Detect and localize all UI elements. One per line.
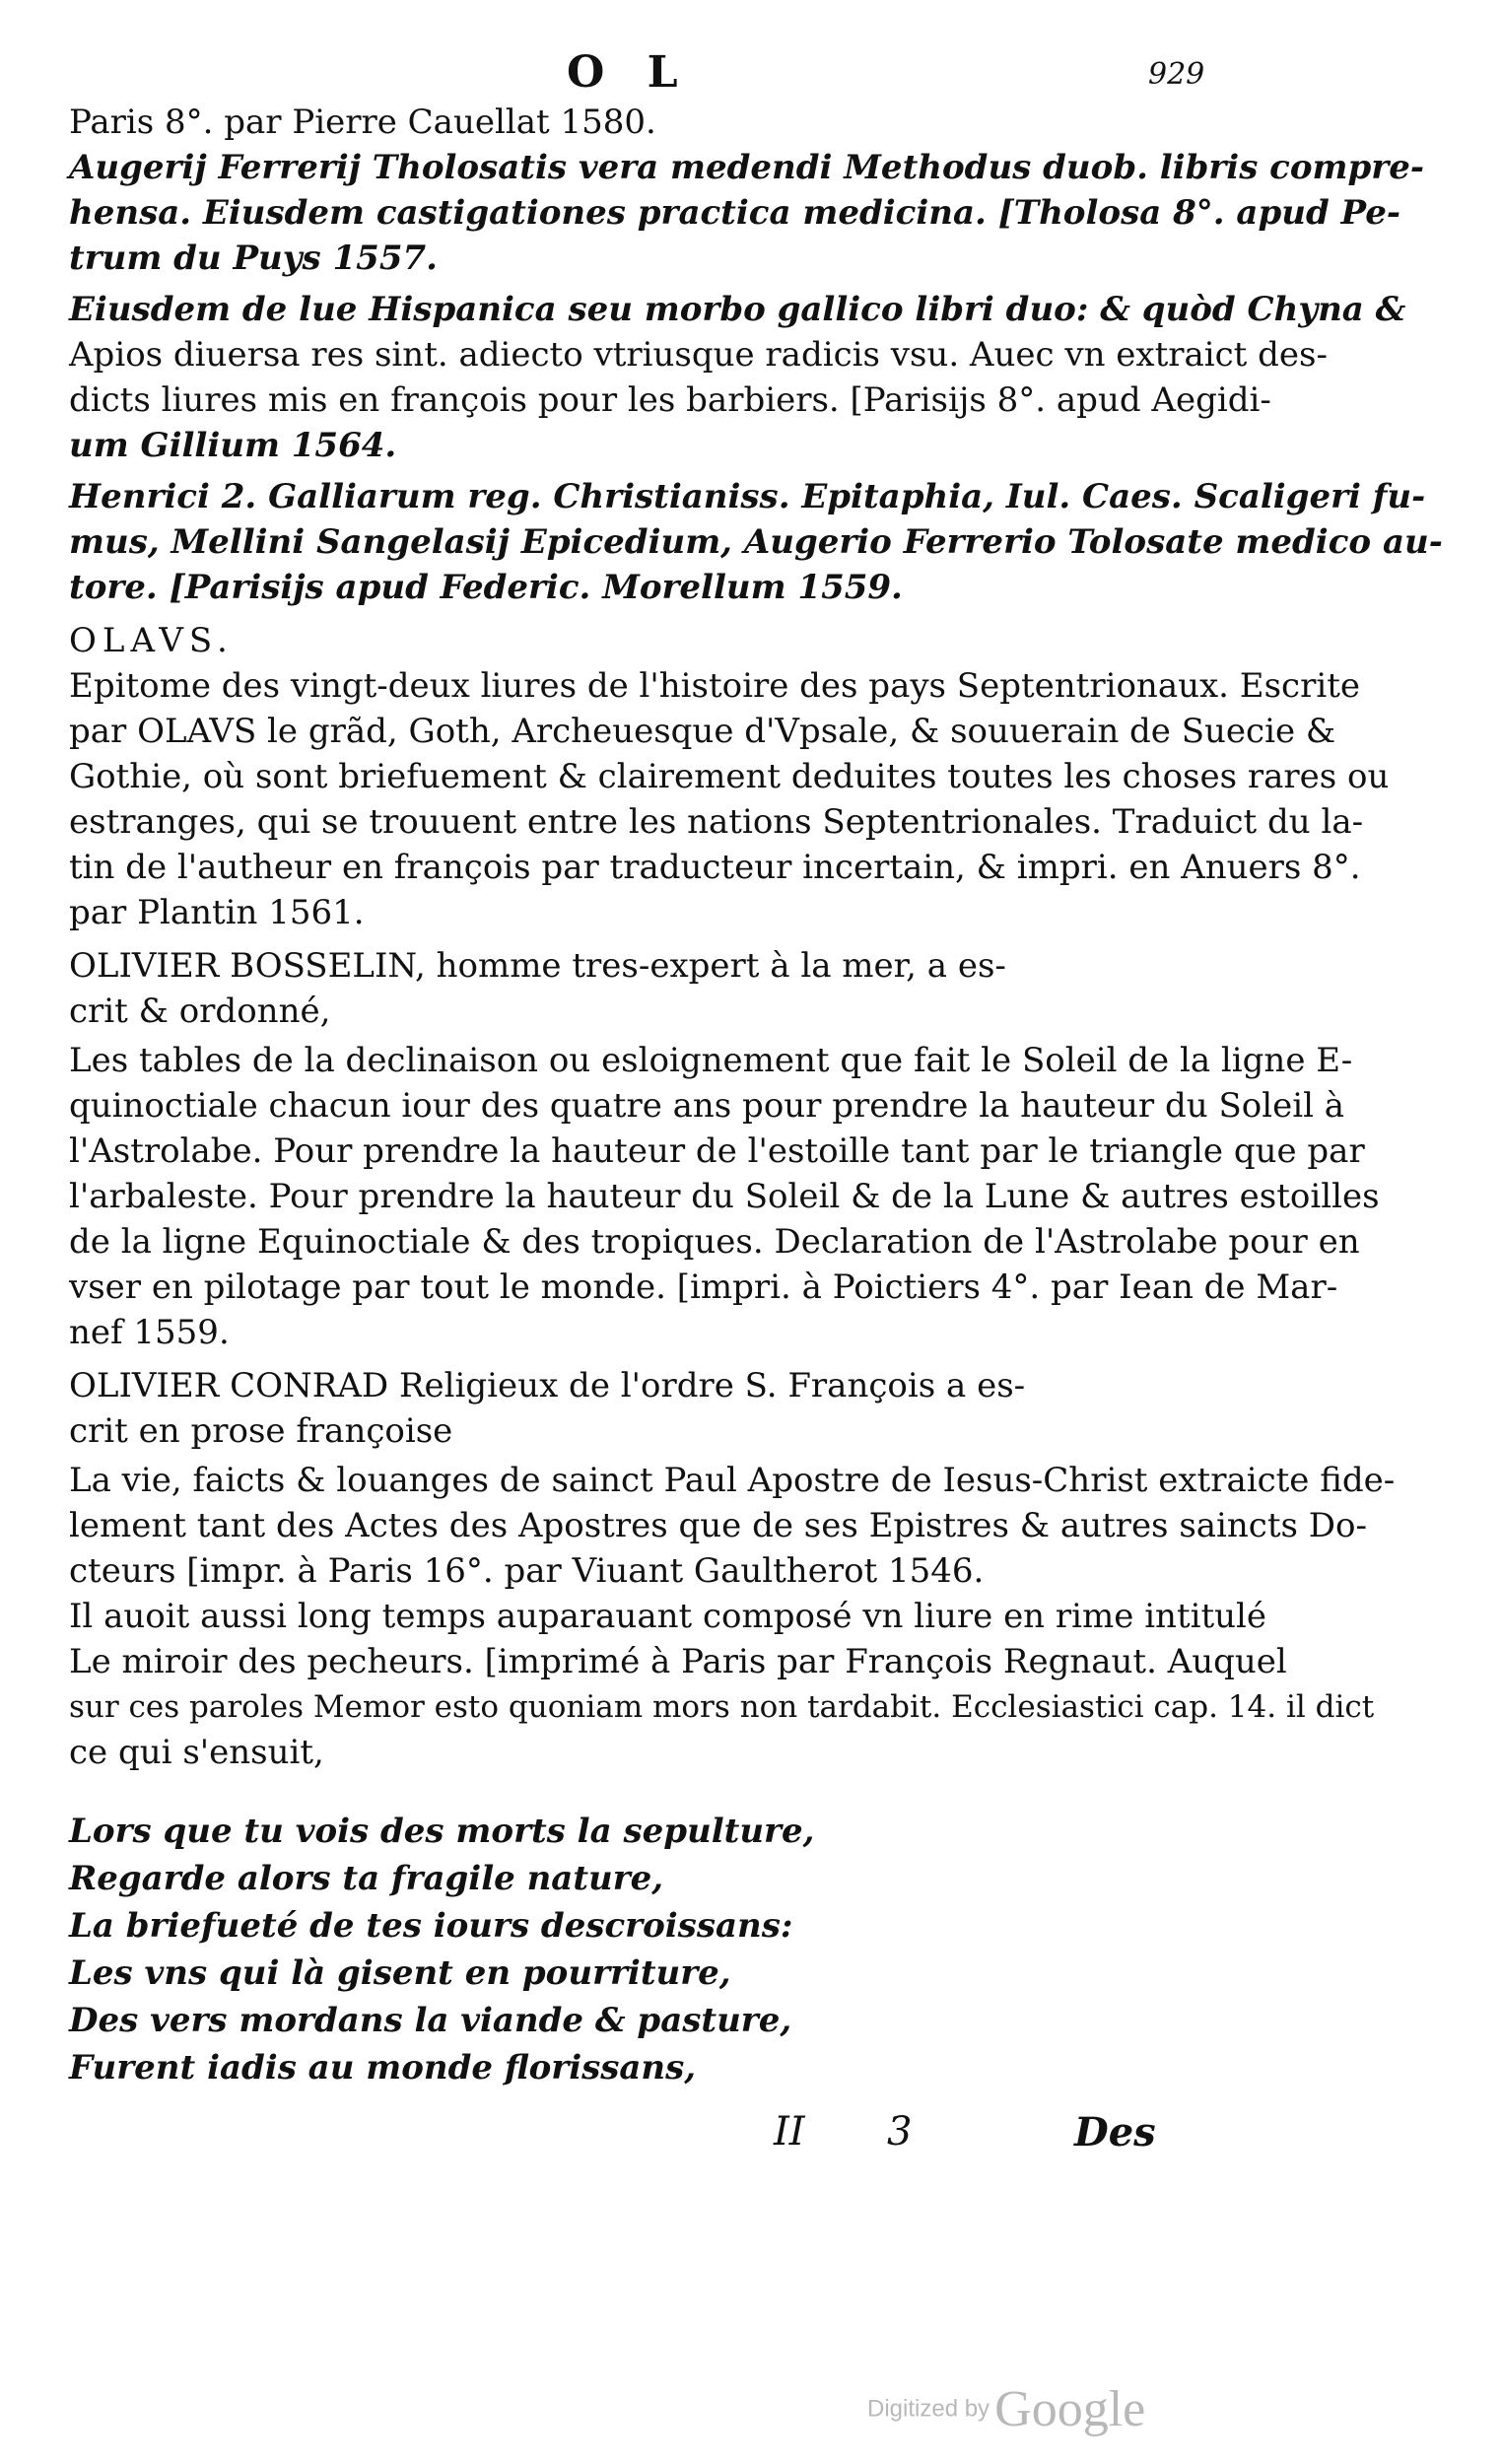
section-heading: OLAVS. [69,621,234,660]
text-line: Gothie, où sont briefuement & clairement deduites toutes les choses rares ou [69,757,1390,796]
verse-line: La briefueté de tes iours descroissans: [69,1906,793,1946]
text-line: ce qui s'ensuit, [69,1733,324,1772]
text-line: crit & ordonné, [69,992,331,1031]
text-line: Augerij Ferrerij Tholosatis vera medendi Methodus duob. libris compre- [69,148,1424,187]
text-line: l'arbaleste. Pour prendre la hauteur du Soleil & de la Lune & autres estoilles [69,1177,1380,1216]
catchword: Des [1074,2109,1156,2156]
signature-number: 3 [887,2109,913,2155]
google-logo: Google [994,2381,1146,2437]
text-line: par OLAVS le grãd, Goth, Archeuesque d'Vpsale, & souuerain de Suecie & [69,712,1336,751]
text-line: cteurs [impr. à Paris 16°. par Viuant Gaultherot 1546. [69,1551,985,1591]
verse-line: Lors que tu vois des morts la sepulture, [69,1812,815,1851]
text-line: Paris 8°. par Pierre Cauellat 1580. [69,103,656,142]
text-line: Apios diuersa res sint. adiecto vtriusque radicis vsu. Auec vn extraict des- [69,335,1328,375]
text-line: Epitome des vingt-deux liures de l'histoire des pays Septentrionaux. Escrite [69,666,1360,706]
text-line: dicts liures mis en françois pour les barbiers. [Parisijs 8°. apud Aegidi- [69,380,1271,420]
text-line: hensa. Eiusdem castigationes practica medicina. [Tholosa 8°. apud Pe- [69,193,1400,233]
verse-line: Furent iadis au monde florissans, [69,2048,697,2088]
text-line: La vie, faicts & louanges de sainct Paul Apostre de Iesus-Christ extraicte fide- [69,1461,1396,1500]
text-line: nef 1559. [69,1313,230,1352]
page-number: 929 [1148,57,1205,92]
text-line: Eiusdem de lue Hispanica seu morbo gallico libri duo: & quòd Chyna & [69,290,1406,329]
text-line: Les tables de la declinaison ou esloignement que fait le Soleil de la ligne E- [69,1041,1353,1080]
text-line: par Plantin 1561. [69,893,365,932]
text-line: Le miroir des pecheurs. [imprimé à Paris par François Regnaut. Auquel [69,1642,1287,1681]
text-line: l'Astrolabe. Pour prendre la hauteur de l'estoille tant par le triangle que par [69,1131,1365,1171]
text-line: de la ligne Equinoctiale & des tropiques. Declaration de l'Astrolabe pour en [69,1222,1360,1262]
section-heading: OLIVIER CONRAD Religieux de l'ordre S. François a es- [69,1366,1026,1405]
text-line: quinoctiale chacun iour des quatre ans pour prendre la hauteur du Soleil à [69,1086,1345,1126]
watermark-digitized-text: Digitized by [867,2395,990,2423]
running-head: O L [567,47,692,98]
text-line: tore. [Parisijs apud Federic. Morellum 1559. [69,568,903,607]
section-heading: OLIVIER BOSSELIN, homme tres-expert à la mer, a es- [69,946,1006,986]
text-line: estranges, qui se trouuent entre les nations Septentrionales. Traduict du la- [69,802,1364,842]
verse-line: Regarde alors ta fragile nature, [69,1859,664,1898]
text-line: Henrici 2. Galliarum reg. Christianiss. Epitaphia, Iul. Caes. Scaligeri fu- [69,477,1426,516]
verse-line: Les vns qui là gisent en pourriture, [69,1953,731,1993]
verse-line: Des vers mordans la viande & pasture, [69,2001,792,2040]
signature-mark: II [774,2109,805,2155]
text-line: Il auoit aussi long temps auparauant composé vn liure en rime intitulé [69,1597,1267,1636]
text-line: vser en pilotage par tout le monde. [impri. à Poictiers 4°. par Iean de Mar- [69,1267,1338,1307]
text-line: mus, Mellini Sangelasij Epicedium, Augerio Ferrerio Tolosate medico au- [69,522,1443,562]
text-line: crit en prose françoise [69,1411,453,1451]
text-line: trum du Puys 1557. [69,239,438,278]
text-line: lement tant des Actes des Apostres que de ses Epistres & autres saincts Do- [69,1506,1367,1545]
digitized-watermark [867,2380,1145,2438]
text-line: sur ces paroles Memor esto quoniam mors non tardabit. Ecclesiastici cap. 14. il dict [69,1689,1375,1725]
text-line: um Gillium 1564. [69,426,397,465]
text-line: tin de l'autheur en françois par traducteur incertain, & impri. en Anuers 8°. [69,848,1361,887]
